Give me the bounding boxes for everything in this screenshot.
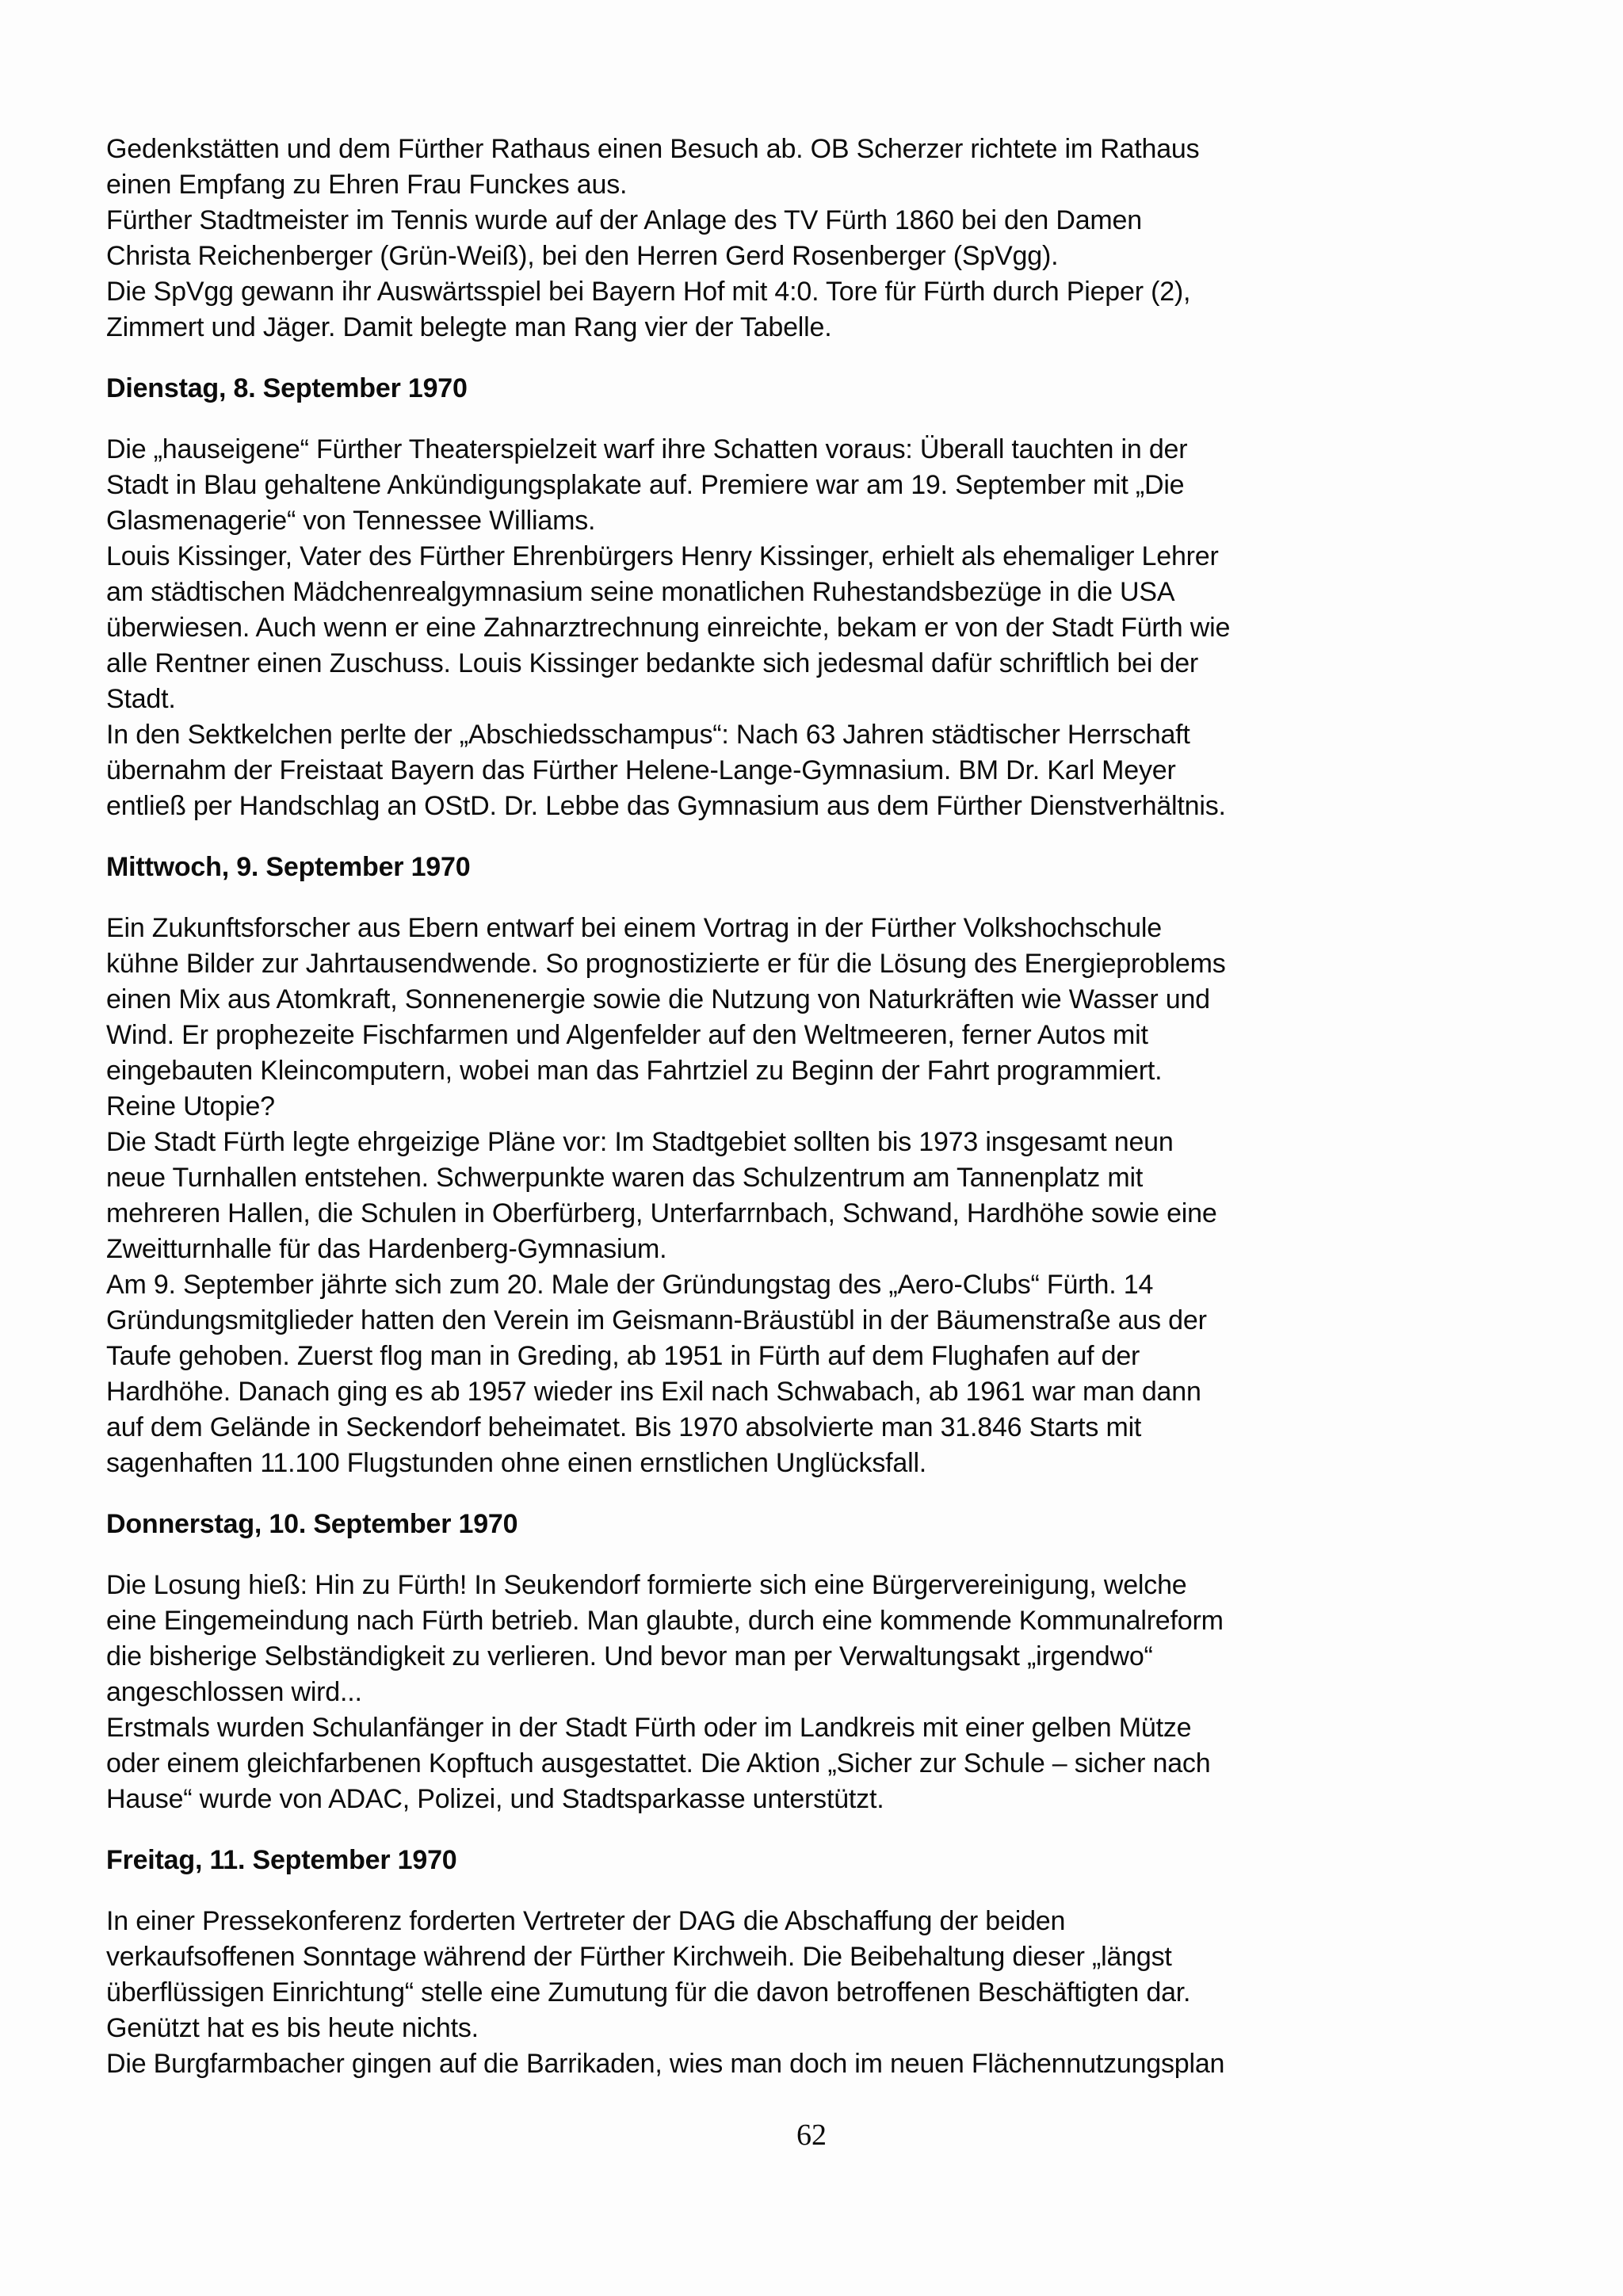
page-body xyxy=(106,132,1533,2082)
section-heading: Freitag, 11. September 1970 xyxy=(106,1845,457,1875)
text-line: Die Losung hieß: Hin zu Fürth! In Seukendorf formierte sich eine Bürgervereinigung, welche xyxy=(106,1570,1187,1600)
section-heading: Donnerstag, 10. September 1970 xyxy=(106,1509,518,1539)
text-line: Die Stadt Fürth legte ehrgeizige Pläne vor: Im Stadtgebiet sollten bis 1973 insgesamt neun xyxy=(106,1127,1174,1157)
text-line: angeschlossen wird... xyxy=(106,1677,362,1707)
paragraph xyxy=(106,132,1533,346)
text-line: Genützt hat es bis heute nichts. xyxy=(106,2013,479,2043)
text-line: Taufe gehoben. Zuerst flog man in Greding, ab 1951 in Fürth auf dem Flughafen auf der xyxy=(106,1341,1140,1371)
text-line: auf dem Gelände in Seckendorf beheimatet. Bis 1970 absolvierte man 31.846 Starts mit xyxy=(106,1412,1142,1442)
text-line: sagenhaften 11.100 Flugstunden ohne einen ernstlichen Unglücksfall. xyxy=(106,1448,927,1478)
text-line: verkaufsoffenen Sonntage während der Fürther Kirchweih. Die Beibehaltung dieser „längst xyxy=(106,1942,1172,1972)
text-line: Zweitturnhalle für das Hardenberg-Gymnasium. xyxy=(106,1234,667,1264)
paragraph xyxy=(106,432,1533,824)
text-line: Glasmenagerie“ von Tennessee Williams. xyxy=(106,506,596,536)
page-number: 62 xyxy=(796,2118,827,2152)
text-line: Zimmert und Jäger. Damit belegte man Rang vier der Tabelle. xyxy=(106,312,832,342)
text-line: überflüssigen Einrichtung“ stelle eine Zumutung für die davon betroffenen Beschäftigten dar. xyxy=(106,1977,1191,2008)
text-line: Die „hauseigene“ Fürther Theaterspielzeit warf ihre Schatten voraus: Überall tauchten in der xyxy=(106,434,1188,464)
text-line: Hause“ wurde von ADAC, Polizei, und Stadtsparkasse unterstützt. xyxy=(106,1784,884,1814)
text-line: oder einem gleichfarbenen Kopftuch ausgestattet. Die Aktion „Sicher zur Schule – sicher nach xyxy=(106,1748,1211,1778)
text-line: In einer Pressekonferenz forderten Vertreter der DAG die Abschaffung der beiden xyxy=(106,1906,1066,1936)
text-line: eingebauten Kleincomputern, wobei man das Fahrtziel zu Beginn der Fahrt programmiert. xyxy=(106,1056,1163,1086)
text-line: Gedenkstätten und dem Fürther Rathaus einen Besuch ab. OB Scherzer richtete im Rathaus xyxy=(106,134,1200,164)
text-line: Gründungsmitglieder hatten den Verein im Geismann-Bräustübl in der Bäumenstraße aus der xyxy=(106,1305,1207,1335)
paragraph xyxy=(106,1904,1533,2082)
text-line: Am 9. September jährte sich zum 20. Male der Gründungstag des „Aero-Clubs“ Fürth. 14 xyxy=(106,1270,1154,1300)
text-line: neue Turnhallen entstehen. Schwerpunkte waren das Schulzentrum am Tannenplatz mit xyxy=(106,1163,1144,1193)
text-line: Stadt in Blau gehaltene Ankündigungsplakate auf. Premiere war am 19. September mit „Die xyxy=(106,470,1185,500)
paragraph xyxy=(106,911,1533,1481)
text-line: Stadt. xyxy=(106,684,176,714)
section-heading: Dienstag, 8. September 1970 xyxy=(106,373,468,403)
text-line: übernahm der Freistaat Bayern das Fürther Helene-Lange-Gymnasium. BM Dr. Karl Meyer xyxy=(106,755,1176,785)
text-line: Christa Reichenberger (Grün-Weiß), bei den Herren Gerd Rosenberger (SpVgg). xyxy=(106,241,1059,271)
text-line: eine Eingemeindung nach Fürth betrieb. Man glaubte, durch eine kommende Kommunalreform xyxy=(106,1606,1224,1636)
text-line: entließ per Handschlag an OStD. Dr. Lebbe das Gymnasium aus dem Fürther Dienstverhältnis. xyxy=(106,791,1226,821)
text-line: Erstmals wurden Schulanfänger in der Stadt Fürth oder im Landkreis mit einer gelben Mütze xyxy=(106,1713,1192,1743)
text-line: Die SpVgg gewann ihr Auswärtsspiel bei Bayern Hof mit 4:0. Tore für Fürth durch Pieper (2), xyxy=(106,277,1191,307)
text-line: Fürther Stadtmeister im Tennis wurde auf der Anlage des TV Fürth 1860 bei den Damen xyxy=(106,205,1142,235)
text-line: am städtischen Mädchenrealgymnasium seine monatlichen Ruhestandsbezüge in die USA xyxy=(106,577,1175,607)
text-line: kühne Bilder zur Jahrtausendwende. So prognostizierte er für die Lösung des Energieproblems xyxy=(106,949,1226,979)
text-line: In den Sektkelchen perlte der „Abschiedsschampus“: Nach 63 Jahren städtischer Herrschaft xyxy=(106,720,1190,750)
text-line: Reine Utopie? xyxy=(106,1091,275,1121)
text-line: mehreren Hallen, die Schulen in Oberfürberg, Unterfarrnbach, Schwand, Hardhöhe sowie eine xyxy=(106,1198,1217,1228)
text-line: einen Mix aus Atomkraft, Sonnenenergie sowie die Nutzung von Naturkräften wie Wasser und xyxy=(106,984,1210,1014)
text-line: die bisherige Selbständigkeit zu verlieren. Und bevor man per Verwaltungsakt „irgendwo“ xyxy=(106,1641,1153,1671)
section-heading: Mittwoch, 9. September 1970 xyxy=(106,852,471,882)
paragraph xyxy=(106,1568,1533,1817)
text-line: Die Burgfarmbacher gingen auf die Barrikaden, wies man doch im neuen Flächennutzungsplan xyxy=(106,2049,1225,2079)
text-line: Wind. Er prophezeite Fischfarmen und Algenfelder auf den Weltmeeren, ferner Autos mit xyxy=(106,1020,1148,1050)
text-line: alle Rentner einen Zuschuss. Louis Kissinger bedankte sich jedesmal dafür schriftlich bei der xyxy=(106,648,1199,678)
text-line: Ein Zukunftsforscher aus Ebern entwarf bei einem Vortrag in der Fürther Volkshochschule xyxy=(106,913,1162,943)
text-line: Hardhöhe. Danach ging es ab 1957 wieder ins Exil nach Schwabach, ab 1961 war man dann xyxy=(106,1377,1201,1407)
text-line: einen Empfang zu Ehren Frau Funckes aus. xyxy=(106,170,628,200)
text-line: überwiesen. Auch wenn er eine Zahnarztrechnung einreichte, bekam er von der Stadt Fürth wie xyxy=(106,613,1231,643)
text-line: Louis Kissinger, Vater des Fürther Ehrenbürgers Henry Kissinger, erhielt als ehemaliger Lehrer xyxy=(106,541,1219,571)
